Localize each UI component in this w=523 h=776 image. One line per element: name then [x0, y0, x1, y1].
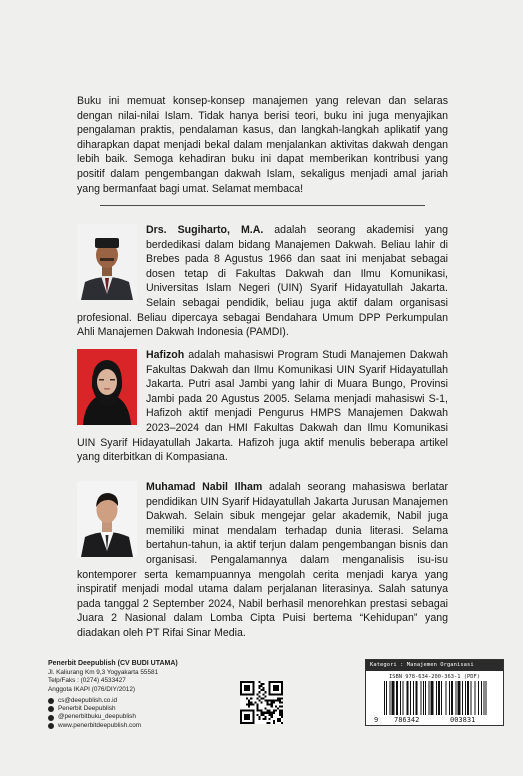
instagram-icon	[48, 715, 54, 721]
barcode-digit-first: 9	[374, 716, 379, 724]
publisher-name: Penerbit Deepublish (CV BUDI UTAMA)	[48, 660, 178, 667]
author-bio: adalah seorang akademisi yang berdedikasi dalam bidang Manajemen Dakwah. Beliau lahir di Brebes pada 8 Agustus 1966 dan saat ini menjabat sebagai dosen tetap di Fakultas Dakwah dan Ilmu Komunikasi, Universitas Islam Negeri (UIN) Syarif Hidayatullah Jakarta. Selain sebagai pendidik, beliau juga aktif dalam organisasi profesional. Beliau dipercaya sebagai Bendahara Umum DPP Perkumpulan Ahli Manajemen Dakwah Indonesia (PAMDI).	[77, 224, 448, 339]
author-hafizoh	[77, 348, 448, 465]
author-photo-sugiharto	[77, 224, 137, 300]
contact-text: cs@deepublish.co.id	[58, 696, 118, 704]
barcode-digit-group-1: 786342	[394, 716, 420, 724]
author-name: Hafizoh	[146, 349, 185, 361]
contact-text: www.penerbitdeepublish.com	[58, 721, 142, 729]
author-sugiharto	[77, 223, 448, 340]
book-blurb: Buku ini memuat konsep-konsep manajemen yang relevan dan selaras dengan nilai-nilai Islam. Tidak hanya berisi teori, buku ini juga menyajikan pengalaman praktis, pendalaman kasus, dan langkah-langkah aplikatif yang diharapkan dapat menjadi bekal dalam menjalankan aktivitas dakwah dengan lebih baik. Semoga kehadiran buku ini dapat memberikan kontribusi yang positif dalam pengembangan dakwah Islam, sekaligus menjadi amal jariah yang bermanfaat bagi umat. Selamat membaca!	[77, 95, 448, 195]
author-photo-hafizoh	[77, 349, 137, 425]
contact-website[interactable]	[48, 722, 178, 730]
facebook-icon	[48, 706, 54, 712]
contact-email[interactable]	[48, 697, 178, 705]
book-category: Kategori : Manajemen Organisasi	[366, 660, 503, 671]
author-bio: adalah seorang mahasiswa berlatar pendidikan UIN Syarif Hidayatullah Jakarta Jurusan Manajemen Dakwah. Selain sibuk mengejar gelar akademik, Nabil juga memiliki minat mendalam terhadap dunia literasi. Selama bertahun-tahun, ia aktif terjun dalam pengembangan bisnis dan organisasi. Pengalamannya dalam menganalisis isu-isu kontemporer serta kemampuannya mengolah cerita menjadi karya yang inspiratif menjadi modal utama dalam perjalanan literasinya. Salah satunya pada tanggal 2 September 2024, Nabil berhasil menorehkan prestasi sebagai Juara 2 Nasional dalam Lomba Cipta Puisi bertema “Kehidupan” yang diadakan oleh PT Rifai Sinar Media.	[77, 481, 448, 639]
author-name: Drs. Sugiharto, M.A.	[146, 224, 264, 236]
author-photo-nabil	[77, 481, 137, 557]
author-name: Muhamad Nabil Ilham	[146, 481, 263, 493]
divider-rule	[100, 205, 425, 206]
publisher-membership: Anggota IKAPI (076/DIY/2012)	[48, 685, 136, 693]
globe-icon	[48, 723, 54, 729]
publisher-info	[48, 660, 178, 730]
qr-code-icon[interactable]	[240, 681, 283, 724]
isbn-number: ISBN 978-634-200-363-1 (PDF)	[389, 674, 480, 680]
barcode-digit-group-2: 003831	[450, 716, 476, 724]
publisher-phone: Telp/Faks : (0274) 4533427	[48, 677, 126, 685]
isbn-barcode-box	[365, 659, 504, 726]
publisher-address: Jl. Kaliurang Km 9,3 Yogyakarta 55581	[48, 669, 159, 677]
contact-facebook[interactable]	[48, 705, 178, 713]
email-icon	[48, 698, 54, 704]
contact-instagram[interactable]	[48, 713, 178, 721]
contact-text: @penerbitbuku_deepublish	[58, 713, 136, 721]
author-nabil	[77, 480, 448, 641]
contact-text: Penerbit Deepublish	[58, 705, 116, 713]
barcode-bars	[384, 681, 496, 715]
publisher-contacts	[48, 697, 178, 730]
author-bio: adalah mahasiswi Program Studi Manajemen Dakwah Fakultas Dakwah dan Ilmu Komunikasi UIN Syarif Hidayatullah Jakarta. Putri asal Jambi yang lahir di Muara Bungo, Provinsi Jambi pada 20 Agustus 2005. Selama menjadi mahasiswi S-1, Hafizoh aktif menjadi Pengurus HMPS Manajemen Dakwah 2023–2024 dan HMI Fakultas Dakwah dan Ilmu Komunikasi UIN Syarif Hidayatullah Jakarta. Hafizoh juga aktif menulis beberapa artikel yang diterbitkan di Kompasiana.	[77, 349, 448, 464]
